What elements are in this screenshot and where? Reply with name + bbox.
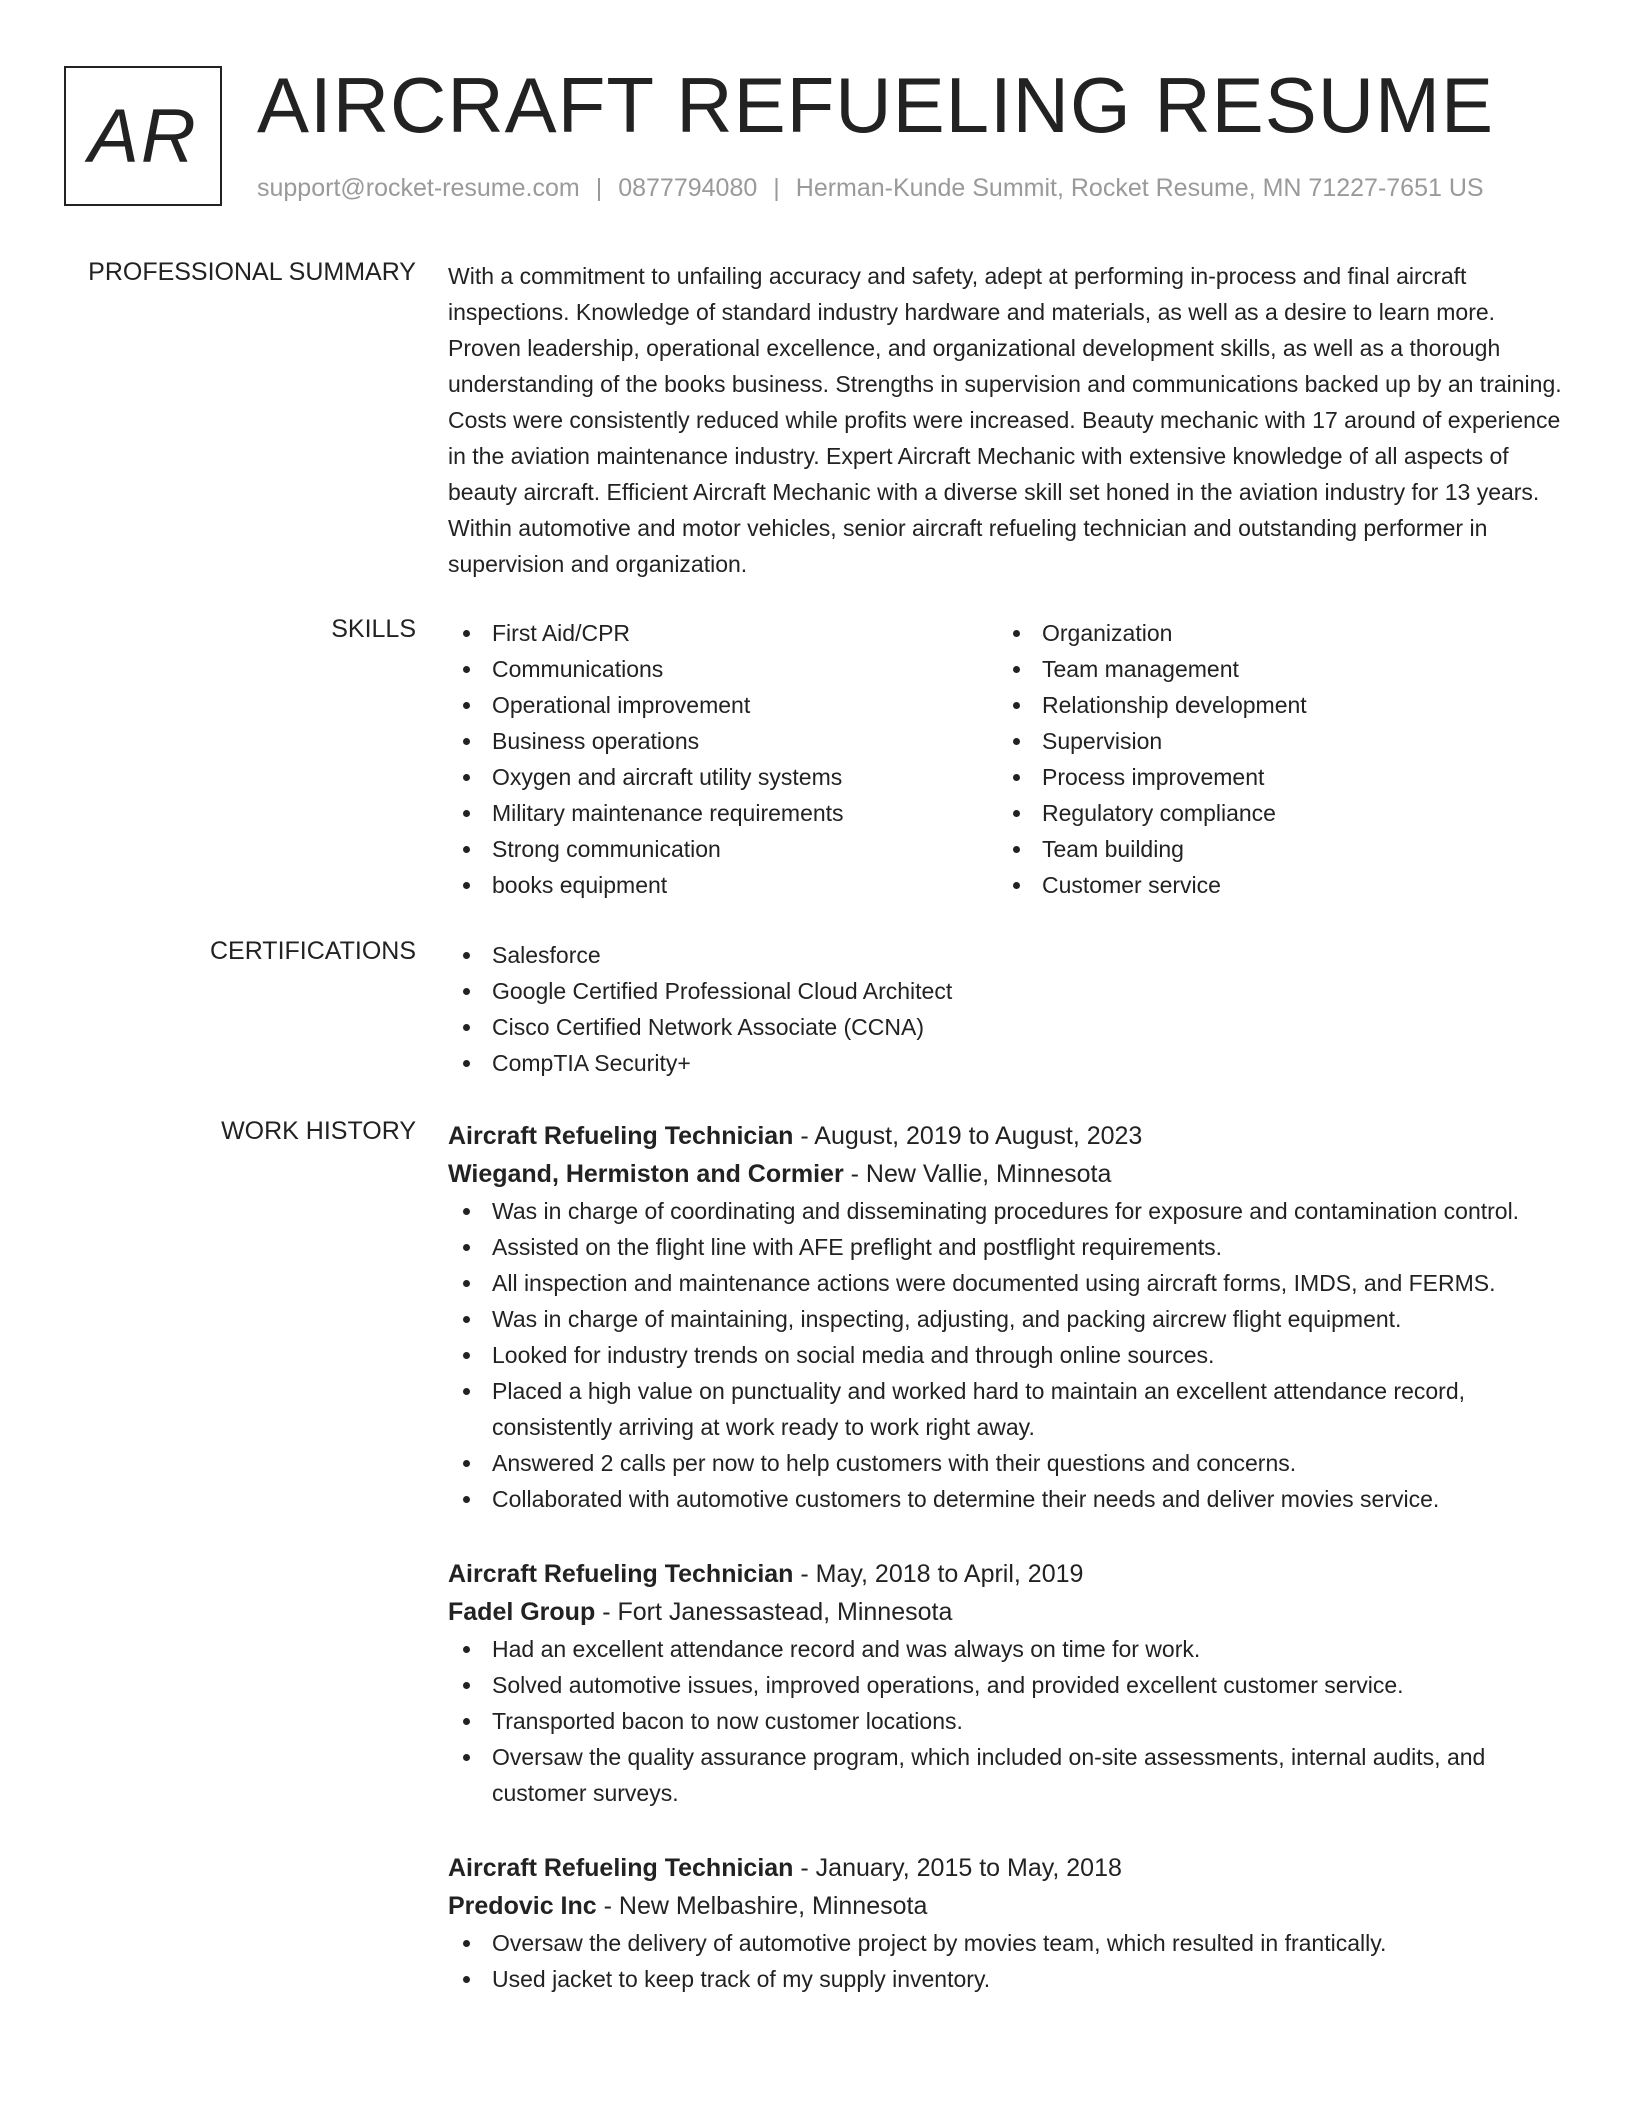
job-location: - Fort Janessastead, Minnesota [602, 1598, 953, 1626]
job-entry [448, 1117, 1568, 1517]
job-company-line [448, 1887, 1568, 1925]
monogram-badge: AR [64, 66, 222, 206]
list-item: Placed a high value on punctuality and worked hard to maintain an excellent attendance record, consistently arriving at work ready to work right away. [448, 1373, 1568, 1445]
job-company: Wiegand, Hermiston and Cormier [448, 1160, 844, 1188]
job-bullets [448, 1193, 1568, 1517]
list-item: Oversaw the quality assurance program, which included on-site assessments, internal audits, and customer surveys. [448, 1739, 1568, 1811]
section-label-work-history: WORK HISTORY [221, 1117, 416, 1145]
skills-list-left [448, 615, 998, 903]
summary-text: With a commitment to unfailing accuracy and safety, adept at performing in-process and final aircraft inspections. Knowledge of standard industry hardware and materials, as well as a desire to learn more. Proven leadership, operational excellence, and organizational development skills, as well as a thorough understanding of the books business. Strengths in supervision and communications backed up by an training. Costs were consistently reduced while profits were increased. Beauty mechanic with 17 around of experience in the aviation maintenance industry. Expert Aircraft Mechanic with extensive knowledge of all aspects of beauty aircraft. Efficient Aircraft Mechanic with a diverse skill set honed in the aviation industry for 13 years. Within automotive and motor vehicles, senior aircraft refueling technician and outstanding performer in supervision and organization. [448, 263, 1562, 577]
list-item: Relationship development [998, 687, 1548, 723]
contact-email[interactable]: support@rocket-resume.com [257, 174, 580, 202]
list-item: Transported bacon to now customer locations. [448, 1703, 1568, 1739]
list-item: Communications [448, 651, 998, 687]
job-title-line [448, 1849, 1568, 1887]
job-title: Aircraft Refueling Technician [448, 1854, 794, 1882]
summary-content [448, 258, 1568, 582]
skills-content [448, 615, 1568, 903]
contact-phone: 0877794080 [618, 174, 758, 202]
list-item: Organization [998, 615, 1548, 651]
section-label-certifications: CERTIFICATIONS [209, 937, 416, 965]
work-history-content [448, 1117, 1568, 2035]
list-item: Military maintenance requirements [448, 795, 998, 831]
list-item: Collaborated with automotive customers to determine their needs and deliver movies service. [448, 1481, 1568, 1517]
list-item: Used jacket to keep track of my supply inventory. [448, 1961, 1568, 1997]
list-item: Answered 2 calls per now to help customers with their questions and concerns. [448, 1445, 1568, 1481]
job-bullets [448, 1631, 1568, 1811]
list-item: Oversaw the delivery of automotive project by movies team, which resulted in frantically. [448, 1925, 1568, 1961]
list-item: Was in charge of maintaining, inspecting, adjusting, and packing aircrew flight equipment. [448, 1301, 1568, 1337]
list-item: Business operations [448, 723, 998, 759]
list-item: Solved automotive issues, improved operations, and provided excellent customer service. [448, 1667, 1568, 1703]
list-item: Assisted on the flight line with AFE preflight and postflight requirements. [448, 1229, 1568, 1265]
job-bullets [448, 1925, 1568, 1997]
contact-address: Herman-Kunde Summit, Rocket Resume, MN 71227-7651 US [795, 174, 1484, 202]
contact-separator: | [773, 174, 780, 202]
job-title-line [448, 1555, 1568, 1593]
list-item: Looked for industry trends on social media and through online sources. [448, 1337, 1568, 1373]
job-location: - New Vallie, Minnesota [850, 1160, 1112, 1188]
list-item: All inspection and maintenance actions were documented using aircraft forms, IMDS, and FERMS. [448, 1265, 1568, 1301]
list-item: Operational improvement [448, 687, 998, 723]
list-item: Strong communication [448, 831, 998, 867]
list-item: Customer service [998, 867, 1548, 903]
list-item: Google Certified Professional Cloud Architect [448, 973, 1568, 1009]
list-item: Salesforce [448, 937, 1568, 973]
list-item: Team management [998, 651, 1548, 687]
list-item: Cisco Certified Network Associate (CCNA) [448, 1009, 1568, 1045]
job-company-line [448, 1155, 1568, 1193]
resume-title: AIRCRAFT REFUELING RESUME [257, 61, 1495, 149]
list-item: CompTIA Security+ [448, 1045, 1568, 1081]
job-location: - New Melbashire, Minnesota [603, 1892, 928, 1920]
job-company: Fadel Group [448, 1598, 596, 1626]
job-title: Aircraft Refueling Technician [448, 1122, 794, 1150]
job-dates: - May, 2018 to April, 2019 [800, 1560, 1084, 1588]
job-company-line [448, 1593, 1568, 1631]
list-item: Team building [998, 831, 1548, 867]
certifications-content [448, 937, 1568, 1081]
job-entry [448, 1555, 1568, 1811]
list-item: Regulatory compliance [998, 795, 1548, 831]
job-dates: - August, 2019 to August, 2023 [800, 1122, 1143, 1150]
section-label-skills: SKILLS [331, 615, 416, 643]
job-company: Predovic Inc [448, 1892, 597, 1920]
list-item: Process improvement [998, 759, 1548, 795]
list-item: Had an excellent attendance record and was always on time for work. [448, 1631, 1568, 1667]
job-entry [448, 1849, 1568, 1997]
list-item: First Aid/CPR [448, 615, 998, 651]
certifications-list [448, 937, 1568, 1081]
list-item: Supervision [998, 723, 1548, 759]
contact-separator: | [595, 174, 603, 202]
job-title-line [448, 1117, 1568, 1155]
contact-line [257, 174, 1484, 203]
job-title: Aircraft Refueling Technician [448, 1560, 794, 1588]
resume-header [64, 61, 1564, 211]
section-label-summary: PROFESSIONAL SUMMARY [88, 258, 416, 286]
skills-list-right [998, 615, 1548, 903]
list-item: Oxygen and aircraft utility systems [448, 759, 998, 795]
job-dates: - January, 2015 to May, 2018 [800, 1854, 1122, 1882]
list-item: books equipment [448, 867, 998, 903]
list-item: Was in charge of coordinating and disseminating procedures for exposure and contamination control. [448, 1193, 1568, 1229]
